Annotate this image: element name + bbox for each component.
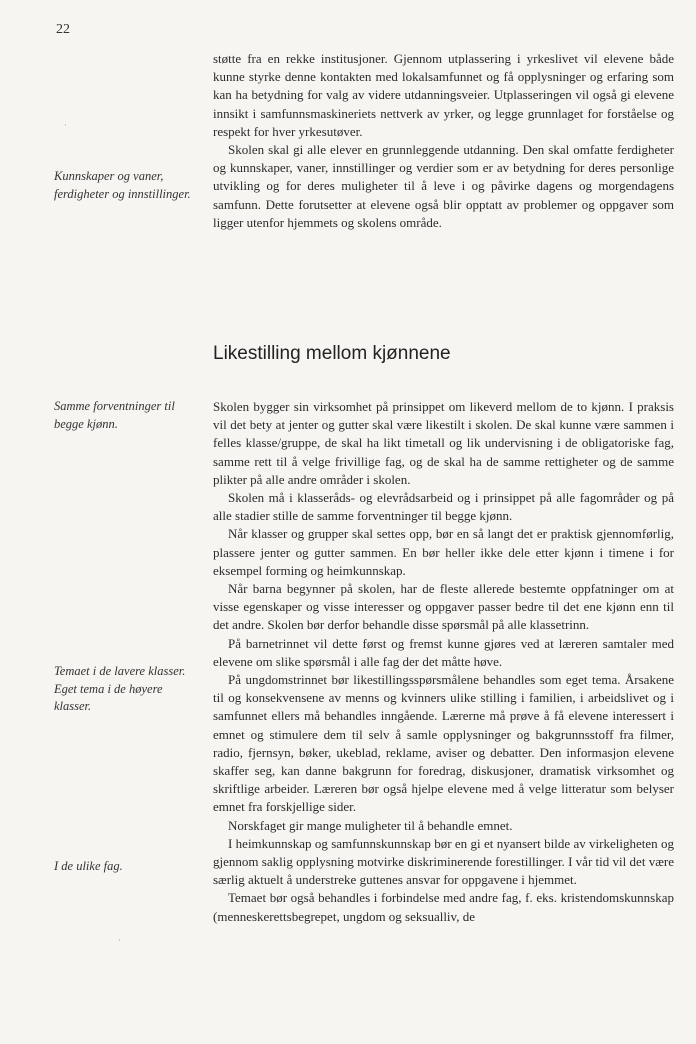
paragraph: I heimkunnskap og samfunnskunnskap bør en gi et nyansert bilde av virkeligheten og gjennom saklig opplysning motvirke diskriminerende forestillinger. I vår tid vil det være særlig aktuelt å understreke guttenes ansvar for oppgavene i hjemmet. bbox=[213, 835, 674, 888]
paragraph: På ungdomstrinnet bør likestillingsspørsmålene behandles som eget tema. Årsakene til og konsekvensene av menns og kvinners ulike stilling i familien, i arbeidslivet og i samfunnet ellers må behandles inngående. Lærerne må prøve å få elevene interessert i emnet og stimulere dem til selv å samle opplysninger og bakgrunnsstoff fra filmer, radio, fjernsyn, bøker, ukeblad, reklame, aviser og debatter. Den informasjon elevene skaffer seg, kan danne bakgrunn for foredrag, diskusjoner, dramatisk virksomhet og skriftlige arbeider. Læreren bør også hjelpe elevene med å velge litteratur som belyser emnet fra forskjellige sider. bbox=[213, 672, 674, 815]
paragraph: Når barna begynner på skolen, har de fleste allerede bestemte oppfatninger om at visse egenskaper og visse interesser og oppgaver passer bedre til det ene kjønn enn til det andre. Skolen bør derfor behandle disse spørsmål på alle klassetrinn. bbox=[213, 581, 674, 633]
paragraph: Norskfaget gir mange muligheter til å behandle emnet. bbox=[228, 817, 513, 833]
equality-section bbox=[213, 398, 674, 926]
margin-note-theme: Temaet i de lavere klasser. Eget tema i de høyere klasser. bbox=[54, 664, 186, 713]
margin-note-expectations: Samme forventninger til begge kjønn. bbox=[54, 399, 175, 431]
paragraph: Skolen skal gi alle elever en grunnleggende utdanning. Den skal omfatte ferdigheter og kunnskaper, vaner, innstillinger og verdier som er av betydning for deres personlige utvikling og for deres muligheter til å leve i og påvirke dagens og morgendagens samfunn. Dette forutsetter at elevene også blir opptatt av problemer og oppgaver som ligger utenfor hjemmets og skolens område. bbox=[213, 142, 674, 230]
scan-speck: · bbox=[118, 935, 121, 945]
paragraph: støtte fra en rekke institusjoner. Gjennom utplassering i yrkeslivet vil elevene både kunne styrke denne kontakten med lokalsamfunnet og få opplysninger og erfaring som kan ha betydning for valg av videre utdanningsveier. Utplasseringen vil også gi elevene innsikt i samfunnsmaskineriets nettverk av yrker, og legge grunnlaget for forståelse og respekt for hver yrkesutøver. bbox=[213, 51, 674, 139]
paragraph: Skolen må i klasseråds- og elevrådsarbeid og i prinsippet på alle fagområder og på alle stadier stille de samme forventninger til begge kjønn. bbox=[213, 490, 674, 524]
margin-note-subjects: I de ulike fag. bbox=[54, 859, 123, 873]
intro-section bbox=[213, 50, 674, 232]
paragraph: Temaet bør også behandles i forbindelse med andre fag, f. eks. kristendomskunnskap (menneskerettsbegrepet, ungdom og seksualliv, de bbox=[213, 890, 674, 924]
paragraph: På barnetrinnet vil dette først og fremst kunne gjøres ved at læreren samtaler med elevene om slike spørsmål i alle fag der det måtte høve. bbox=[213, 635, 674, 669]
section-heading: Likestilling mellom kjønnene bbox=[213, 343, 451, 364]
margin-notes bbox=[0, 0, 200, 1044]
scan-speck: · bbox=[64, 120, 67, 130]
paragraph: Når klasser og grupper skal settes opp, bør en så langt det er praktisk gjennomførlig, plassere jenter og gutter sammen. En bør heller ikke dele etter kjønn i timene i for eksempel forming og heimkunnskap. bbox=[213, 526, 674, 578]
margin-note-knowledge: Kunnskaper og vaner, ferdigheter og innstillinger. bbox=[54, 169, 191, 201]
page-number: 22 bbox=[56, 22, 70, 37]
paragraph: Skolen bygger sin virksomhet på prinsippet om likeverd mellom de to kjønn. I praksis vil det bety at jenter og gutter skal være likestilt i skolen. De skal kunne være sammen i felles klasse/gruppe, de skal ha likt timetall og lik undervisning i de obligatoriske fag, samme rett til å velge frivillige fag, og de skal ha de samme rettigheter og de samme plikter på alle andre områder i skolen. bbox=[213, 399, 674, 487]
